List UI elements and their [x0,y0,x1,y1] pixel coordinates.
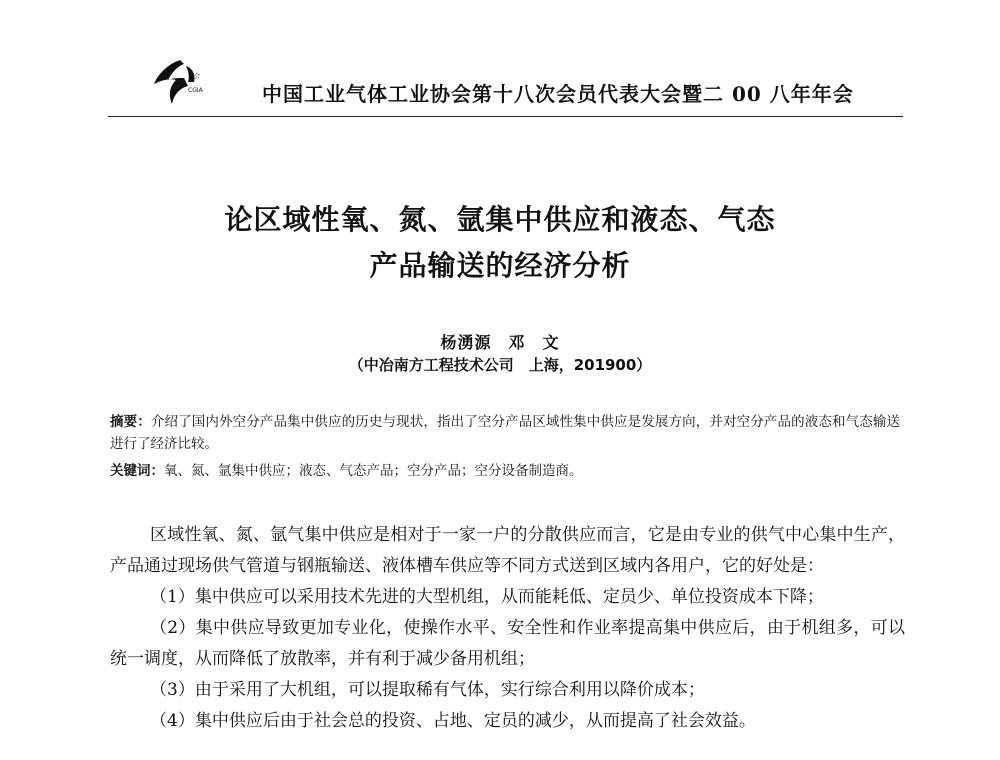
benefit-item-1: （1）集中供应可以采用技术先进的大型机组，从而能耗低、定员少、单位投资成本下降； [150,587,824,607]
conference-title: 中国工业气体工业协会第十八次会员代表大会暨二 00 八年年会 [262,82,854,106]
abstract-text: 介绍了国内外空分产品集中供应的历史与现状，指出了空分产品区域性集中供应是发展方向，并对空分产品的液态和气态输送进行了经济比较。 [110,414,901,452]
paper-title-line-1: 论区域性氧、氮、氩集中供应和液态、气态 [224,203,776,236]
paper-title-line-2: 产品输送的经济分析 [369,249,631,282]
body-text [110,520,905,737]
benefit-item-2: （2）集中供应导致更加专业化，使操作水平、安全性和作业率提高集中供应后，由于机组多，可以统一调度，从而降低了放散率，并有利于减少备用机组； [110,618,905,669]
keywords-text: 氧、氮、氩集中供应；液态、气态产品；空分产品；空分设备制造商。 [164,463,583,479]
header-divider [108,116,903,117]
paper-affiliation: （中冶南方工程技术公司 上海，201900） [348,356,652,374]
abstract-label: 摘要： [110,414,151,430]
keywords-label: 关键词： [110,463,164,479]
benefit-item-3: （3）由于采用了大机组，可以提取稀有气体，实行综合利用以降价成本； [150,680,705,700]
svg-text:协会: 协会 [188,73,201,80]
paper-authors: 杨湧源 邓 文 [440,333,560,352]
keywords [110,460,900,482]
cgia-logo-icon [150,56,212,108]
intro-paragraph: 区域性氧、氮、氩气集中供应是相对于一家一户的分散供应而言，它是由专业的供气中心集中生产，产品通过现场供气管道与钢瓶输送、液体槽车供应等不同方式送到区域内各用户，它的好处是： [110,525,905,576]
abstract [110,411,900,455]
benefit-item-4: （4）集中供应后由于社会总的投资、占地、定员的减少，从而提高了社会效益。 [150,711,756,731]
svg-text:CGIA: CGIA [188,87,203,94]
page-header [0,0,1000,125]
